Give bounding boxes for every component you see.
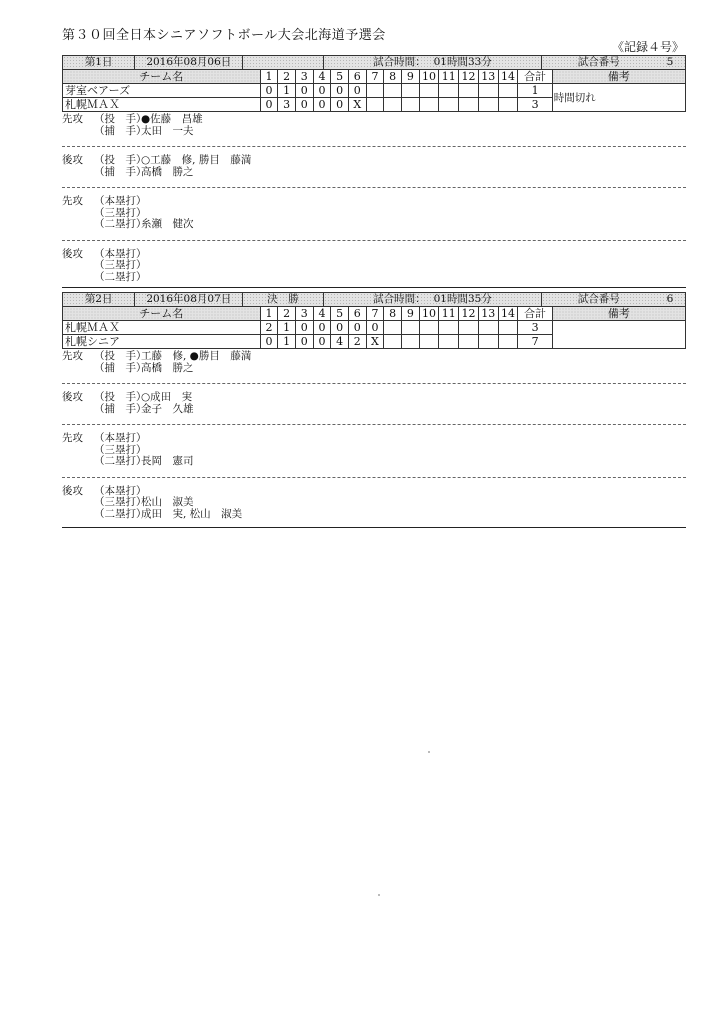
player-line [62, 433, 686, 445]
dashed-separator [62, 187, 686, 188]
total-header: 合計 [518, 70, 552, 84]
batting-order [62, 445, 94, 457]
player-names: 工藤 修, ●勝目 藤満 [141, 350, 252, 362]
inning-score [459, 84, 479, 98]
batting-order [62, 272, 94, 284]
game-number-label: 試合番号 [577, 293, 620, 305]
team-name: 札幌ＭＡＸ [63, 98, 261, 112]
position-label: （三塁打） [94, 443, 147, 456]
position-label: （捕 手） [94, 124, 147, 137]
inning-score [439, 84, 459, 98]
inning-score [439, 98, 459, 112]
dashed-separator [62, 146, 686, 147]
inning-score [366, 98, 384, 112]
player-names: 太田 一夫 [141, 124, 194, 137]
inning-score: 0 [260, 98, 278, 112]
team-total: 3 [518, 321, 552, 335]
inning-score: 0 [313, 335, 331, 349]
game-remarks [552, 321, 685, 349]
inning-header: 3 [295, 307, 313, 321]
total-header: 合計 [518, 307, 552, 321]
inning-header: 11 [439, 70, 459, 84]
inning-header: 5 [331, 307, 349, 321]
inning-score [478, 84, 498, 98]
batting-order [62, 208, 94, 220]
inning-score [439, 335, 459, 349]
inning-header: 14 [498, 70, 518, 84]
position-label: （本塁打） [94, 484, 147, 497]
dashed-separator [62, 240, 686, 241]
player-line [62, 497, 686, 509]
scoreboard-table [62, 306, 686, 349]
player-line [62, 167, 686, 179]
batting-order: 後攻 [62, 154, 83, 166]
inning-score [401, 335, 419, 349]
inning-header: 9 [401, 70, 419, 84]
inning-score [419, 335, 439, 349]
batting-order [62, 260, 94, 272]
inning-score [498, 335, 518, 349]
position-label: （二塁打） [94, 218, 147, 230]
inning-score [401, 98, 419, 112]
inning-score [478, 335, 498, 349]
inning-header: 7 [366, 307, 384, 321]
team-name: 札幌シニア [63, 335, 261, 349]
scan-speck [428, 751, 430, 753]
player-line [62, 509, 686, 521]
remarks-header: 備考 [552, 70, 685, 84]
player-line [62, 260, 686, 272]
player-line [62, 363, 686, 375]
position-label: （本塁打） [94, 195, 147, 207]
player-line [62, 404, 686, 416]
inning-score: 3 [278, 98, 296, 112]
scoreboard-table [62, 69, 686, 112]
game-day: 第2日 [63, 293, 135, 306]
game-header [62, 292, 686, 306]
player-notes [62, 114, 686, 283]
game-time [324, 56, 543, 69]
game-day: 第1日 [63, 56, 135, 69]
batting-order [62, 497, 94, 509]
position-label: （捕 手） [94, 165, 147, 178]
player-line [62, 249, 686, 261]
player-names: 糸瀬 健次 [141, 218, 194, 230]
batting-order: 先攻 [62, 195, 83, 207]
section-divider [62, 287, 686, 288]
dashed-separator [62, 424, 686, 425]
inning-score: 0 [260, 84, 278, 98]
batting-order [62, 219, 94, 231]
team-name-header: チーム名 [63, 307, 261, 321]
inning-score: 0 [295, 321, 313, 335]
game-time-value: 01時間35分 [433, 293, 492, 305]
game-record-1 [62, 55, 686, 283]
inning-header: 5 [331, 70, 349, 84]
position-label: （本塁打） [94, 247, 147, 260]
inning-header: 1 [260, 307, 278, 321]
inning-score [498, 321, 518, 335]
player-line [62, 351, 686, 363]
batting-order: 後攻 [62, 391, 83, 403]
inning-header: 6 [348, 307, 366, 321]
player-line [62, 196, 686, 208]
inning-header: 2 [278, 307, 296, 321]
inning-score: X [348, 98, 366, 112]
game-time [324, 293, 543, 306]
inning-score [401, 321, 419, 335]
player-names: 高橋 勝之 [141, 361, 194, 374]
position-label: （本塁打） [94, 432, 147, 444]
inning-score: 4 [331, 335, 349, 349]
team-total: 1 [518, 84, 552, 98]
player-line [62, 456, 686, 468]
inning-score [459, 98, 479, 112]
game-time-value: 01時間33分 [433, 56, 492, 68]
position-label: （投 手） [94, 113, 147, 125]
position-label: （三塁打） [94, 206, 147, 219]
inning-score [498, 84, 518, 98]
game-record-2 [62, 292, 686, 520]
position-label: （投 手） [94, 391, 147, 403]
player-names: ○工藤 修, 勝目 藤満 [141, 154, 252, 166]
inning-score: 1 [278, 84, 296, 98]
team-total: 7 [518, 335, 552, 349]
inning-header: 8 [384, 307, 402, 321]
game-header [62, 55, 686, 69]
inning-header: 12 [459, 70, 479, 84]
inning-score: 0 [295, 98, 313, 112]
game-time-label: 試合時間： [373, 293, 426, 305]
position-label: （投 手） [94, 154, 147, 166]
batting-order: 先攻 [62, 432, 83, 444]
inning-score [384, 335, 402, 349]
inning-score [419, 98, 439, 112]
position-label: （捕 手） [94, 402, 147, 415]
position-label: （二塁打） [94, 270, 147, 283]
game-date: 2016年08月07日 [135, 293, 243, 306]
inning-header: 10 [419, 307, 439, 321]
inning-header: 14 [498, 307, 518, 321]
batting-order: 後攻 [62, 484, 83, 497]
inning-score [498, 98, 518, 112]
inning-score: 0 [348, 321, 366, 335]
game-number [542, 56, 685, 69]
batting-order [62, 456, 94, 468]
inning-score [366, 84, 384, 98]
game-number-value: 5 [666, 56, 674, 68]
inning-score: 0 [295, 84, 313, 98]
inning-header: 7 [366, 70, 384, 84]
player-names: ○成田 実 [141, 391, 193, 403]
inning-score: X [366, 335, 384, 349]
team-score-row [63, 84, 686, 98]
inning-score: 0 [313, 98, 331, 112]
inning-score [384, 84, 402, 98]
inning-header: 4 [313, 70, 331, 84]
player-line [62, 114, 686, 126]
inning-score: 0 [366, 321, 384, 335]
inning-header: 10 [419, 70, 439, 84]
inning-header: 9 [401, 307, 419, 321]
player-names: 長岡 憲司 [141, 455, 194, 467]
inning-score [419, 321, 439, 335]
player-line [62, 155, 686, 167]
inning-score [419, 84, 439, 98]
player-names: 金子 久雄 [141, 402, 194, 415]
inning-header: 12 [459, 307, 479, 321]
inning-score [459, 321, 479, 335]
batting-order [62, 363, 94, 375]
team-name: 札幌ＭＡＸ [63, 321, 261, 335]
dashed-separator [62, 383, 686, 384]
dashed-separator [62, 477, 686, 478]
position-label: （三塁打） [94, 259, 147, 271]
game-number [542, 293, 685, 306]
inning-score [401, 84, 419, 98]
inning-score: 0 [331, 84, 349, 98]
inning-score: 0 [313, 321, 331, 335]
team-score-row [63, 321, 686, 335]
inning-score: 0 [331, 98, 349, 112]
inning-header: 2 [278, 70, 296, 84]
inning-score [478, 98, 498, 112]
inning-header: 13 [478, 307, 498, 321]
position-label: （二塁打） [94, 455, 147, 467]
player-names: 成田 実, 松山 淑美 [141, 507, 243, 520]
inning-score: 0 [295, 335, 313, 349]
inning-score: 1 [278, 335, 296, 349]
inning-score: 0 [331, 321, 349, 335]
game-date: 2016年08月06日 [135, 56, 243, 69]
remarks-header: 備考 [552, 307, 685, 321]
position-label: （捕 手） [94, 361, 147, 374]
player-notes [62, 351, 686, 520]
section-divider [62, 527, 686, 528]
batting-order [62, 126, 94, 138]
batting-order [62, 404, 94, 416]
inning-score: 0 [313, 84, 331, 98]
inning-header: 8 [384, 70, 402, 84]
game-number-label: 試合番号 [577, 56, 620, 68]
game-number-value: 6 [666, 293, 674, 305]
team-name-header: チーム名 [63, 70, 261, 84]
inning-header: 3 [295, 70, 313, 84]
scoreboard-header-row [63, 307, 686, 321]
inning-score [384, 321, 402, 335]
inning-score [439, 321, 459, 335]
batting-order: 後攻 [62, 247, 83, 260]
inning-score: 2 [348, 335, 366, 349]
inning-header: 11 [439, 307, 459, 321]
position-label: （投 手） [94, 350, 147, 362]
player-names: ●佐藤 昌雄 [141, 113, 203, 125]
batting-order [62, 509, 94, 521]
game-time-label: 試合時間： [373, 56, 426, 68]
team-name: 芽室ベアーズ [63, 84, 261, 98]
game-round: 決 勝 [243, 293, 323, 306]
team-total: 3 [518, 98, 552, 112]
inning-score: 2 [260, 321, 278, 335]
inning-header: 6 [348, 70, 366, 84]
scoreboard-header-row [63, 70, 686, 84]
batting-order: 先攻 [62, 350, 83, 362]
game-round [243, 56, 323, 69]
player-line [62, 126, 686, 138]
player-line [62, 392, 686, 404]
scan-speck [378, 894, 380, 896]
record-number: 《記録４号》 [612, 40, 685, 54]
batting-order [62, 167, 94, 179]
player-names: 松山 淑美 [141, 496, 194, 508]
inning-score: 1 [278, 321, 296, 335]
inning-score [384, 98, 402, 112]
document-title: 第３０回全日本シニアソフトボール大会北海道予選会 [62, 28, 386, 43]
inning-header: 1 [260, 70, 278, 84]
batting-order: 先攻 [62, 113, 83, 125]
inning-header: 4 [313, 307, 331, 321]
inning-score [478, 321, 498, 335]
position-label: （三塁打） [94, 496, 147, 508]
inning-score: 0 [348, 84, 366, 98]
inning-score: 0 [260, 335, 278, 349]
player-line [62, 272, 686, 284]
player-line [62, 219, 686, 231]
inning-header: 13 [478, 70, 498, 84]
inning-score [459, 335, 479, 349]
position-label: （二塁打） [94, 507, 147, 520]
game-remarks: 時間切れ [552, 84, 685, 112]
player-names: 高橋 勝之 [141, 165, 194, 178]
